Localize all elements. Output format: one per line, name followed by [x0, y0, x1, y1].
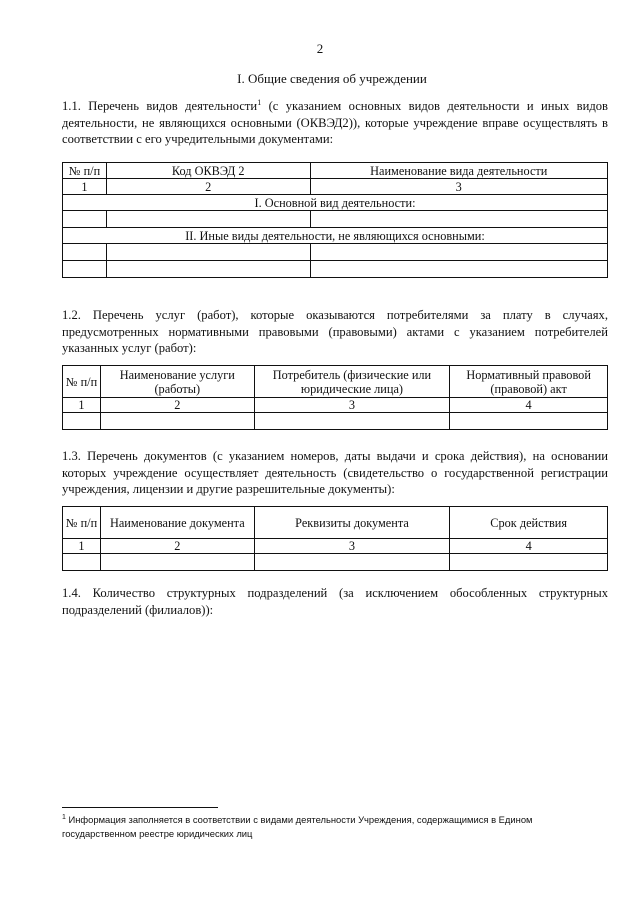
paragraph-1-1 — [62, 98, 608, 148]
column-number: 4 — [450, 398, 608, 413]
header-cell: № п/п — [63, 507, 101, 539]
header-cell: Нормативный правовой (правовой) акт — [450, 366, 608, 398]
paragraph-1-4: 1.4. Количество структурных подразделений (за исключением обособленных структурных подразделений (филиалов)): — [62, 586, 608, 617]
empty-cell[interactable] — [106, 261, 310, 278]
column-number-row — [63, 398, 608, 413]
section-other-label: II. Иные виды деятельности, не являющихся основными: — [63, 228, 608, 244]
empty-cell[interactable] — [100, 413, 254, 430]
paragraph-1-1-rest: (с указанием основных видов деятельности и иных видов деятельности, не являющихся основными (ОКВЭД2)), которые учреждение вправе осуществлять в соответствии с его учредительными документами: — [62, 99, 608, 146]
header-cell: Реквизиты документа — [254, 507, 450, 539]
column-number-row — [63, 179, 608, 195]
header-cell: № п/п — [63, 163, 107, 179]
footnote-text: Информация заполняется в соответствии с видами деятельности Учреждения, содержащимися в Едином государственном реестре юридических лиц — [62, 814, 533, 839]
empty-cell[interactable] — [63, 413, 101, 430]
empty-cell[interactable] — [63, 244, 107, 261]
section-main-label: I. Основной вид деятельности: — [63, 195, 608, 211]
table-row — [63, 211, 608, 228]
column-number-row — [63, 539, 608, 554]
services-table — [62, 365, 608, 430]
empty-cell[interactable] — [310, 211, 607, 228]
empty-cell[interactable] — [63, 554, 101, 571]
table-header-row — [63, 366, 608, 398]
empty-cell[interactable] — [310, 261, 607, 278]
header-cell: Код ОКВЭД 2 — [106, 163, 310, 179]
empty-cell[interactable] — [254, 554, 450, 571]
paragraph-1-3: 1.3. Перечень документов (с указанием номеров, даты выдачи и срока действия), на основании которых учреждение осуществляет деятельность (свидетельство о государственной регистрации учреждения, лицензии и другие разрешительные документы): — [62, 449, 608, 496]
column-number: 4 — [450, 539, 608, 554]
section-title: I. Общие сведения об учреждении — [237, 71, 427, 86]
header-cell: № п/п — [63, 366, 101, 398]
column-number: 2 — [106, 179, 310, 195]
header-cell: Срок действия — [450, 507, 608, 539]
table-header-row — [63, 507, 608, 539]
empty-cell[interactable] — [63, 211, 107, 228]
column-number: 2 — [100, 539, 254, 554]
footnote-mark: 1 — [62, 813, 66, 821]
column-number: 1 — [63, 539, 101, 554]
empty-cell[interactable] — [450, 413, 608, 430]
footnote — [62, 813, 562, 841]
column-number: 1 — [63, 179, 107, 195]
section-row-other — [63, 228, 608, 244]
footnote-reference[interactable]: 1 — [257, 97, 262, 107]
table-row — [63, 261, 608, 278]
empty-cell[interactable] — [100, 554, 254, 571]
header-cell: Наименование документа — [100, 507, 254, 539]
section-row-main — [63, 195, 608, 211]
empty-cell[interactable] — [450, 554, 608, 571]
column-number: 3 — [254, 398, 450, 413]
footnote-separator — [62, 807, 218, 808]
paragraph-1-1-start: 1.1. Перечень видов деятельности — [62, 99, 258, 113]
table-header-row — [63, 163, 608, 179]
paragraph-1-2: 1.2. Перечень услуг (работ), которые оказываются потребителями за плату в случаях, предусмотренных нормативными правовыми (правовыми) актами с указанием потребителей указанных услуг (работ): — [62, 308, 608, 355]
table-row — [63, 244, 608, 261]
header-cell: Наименование услуги (работы) — [100, 366, 254, 398]
column-number: 1 — [63, 398, 101, 413]
column-number: 2 — [100, 398, 254, 413]
header-cell: Наименование вида деятельности — [310, 163, 607, 179]
table-row — [63, 413, 608, 430]
empty-cell[interactable] — [63, 261, 107, 278]
header-cell: Потребитель (физические или юридические лица) — [254, 366, 450, 398]
empty-cell[interactable] — [106, 244, 310, 261]
page-number: 2 — [316, 41, 324, 56]
column-number: 3 — [310, 179, 607, 195]
empty-cell[interactable] — [106, 211, 310, 228]
table-row — [63, 554, 608, 571]
activities-table — [62, 162, 608, 278]
empty-cell[interactable] — [254, 413, 450, 430]
column-number: 3 — [254, 539, 450, 554]
empty-cell[interactable] — [310, 244, 607, 261]
documents-table — [62, 506, 608, 571]
